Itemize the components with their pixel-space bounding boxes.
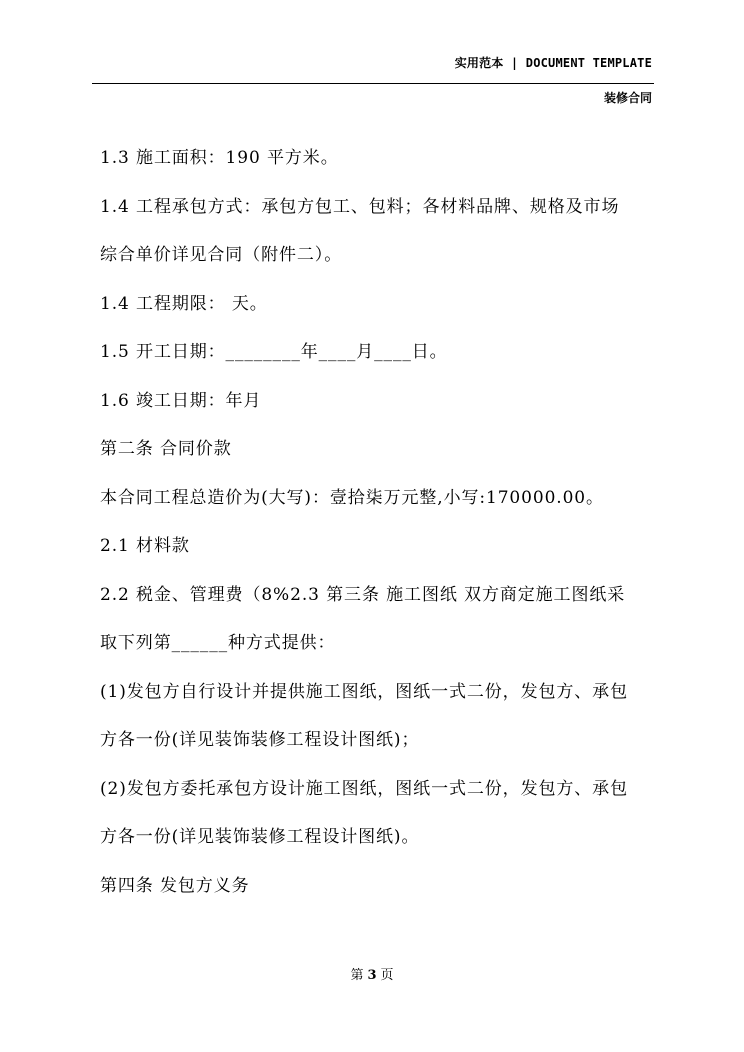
header-divider xyxy=(92,83,654,84)
total-price-text: 本合同工程总造价为(大写)：壹拾柒万元整,小写:170000.00。 xyxy=(100,487,604,508)
drawing-option-2-cont: 方各一份(详见装饰装修工程设计图纸)。 xyxy=(100,827,420,847)
drawing-option-1-cont: 方各一份(详见装饰装修工程设计图纸)； xyxy=(100,730,420,750)
clause-1-5-start-date: 1.5 开工日期：________年____月____日。 xyxy=(100,342,448,362)
page-number xyxy=(0,964,744,983)
document-header-subtitle: 装修合同 xyxy=(603,91,652,105)
contract-body xyxy=(100,134,660,910)
clause-2-2-taxes: 2.2 税金、管理费（8%2.3 第三条 施工图纸 双方商定施工图纸采 xyxy=(100,584,626,605)
page-number-suffix: 页 xyxy=(380,968,394,983)
page-number-value: 3 xyxy=(367,968,377,983)
page-number-prefix: 第 xyxy=(350,968,364,983)
clause-1-6-completion-date: 1.6 竣工日期：年月 xyxy=(100,390,262,411)
article-4-heading: 第四条 发包方义务 xyxy=(100,875,250,896)
clause-1-4-contract-method: 1.4 工程承包方式：承包方包工、包料；各材料品牌、规格及市场 xyxy=(100,196,620,217)
drawing-option-2: (2)发包方委托承包方设计施工图纸，图纸一式二份，发包方、承包 xyxy=(100,778,628,799)
clause-1-4-duration: 1.4 工程期限： 天。 xyxy=(100,293,268,314)
clause-2-2-taxes-cont: 取下列第______种方式提供： xyxy=(100,633,336,653)
clause-2-1-materials: 2.1 材料款 xyxy=(100,536,190,556)
clause-1-3-area: 1.3 施工面积：190 平方米。 xyxy=(100,148,339,168)
drawing-option-1: (1)发包方自行设计并提供施工图纸，图纸一式二份，发包方、承包 xyxy=(100,681,628,702)
clause-1-4-contract-method-cont: 综合单价详见合同（附件二）。 xyxy=(100,245,343,265)
article-2-heading: 第二条 合同价款 xyxy=(100,439,232,459)
document-header-title: 实用范本 | DOCUMENT TEMPLATE xyxy=(454,56,652,70)
